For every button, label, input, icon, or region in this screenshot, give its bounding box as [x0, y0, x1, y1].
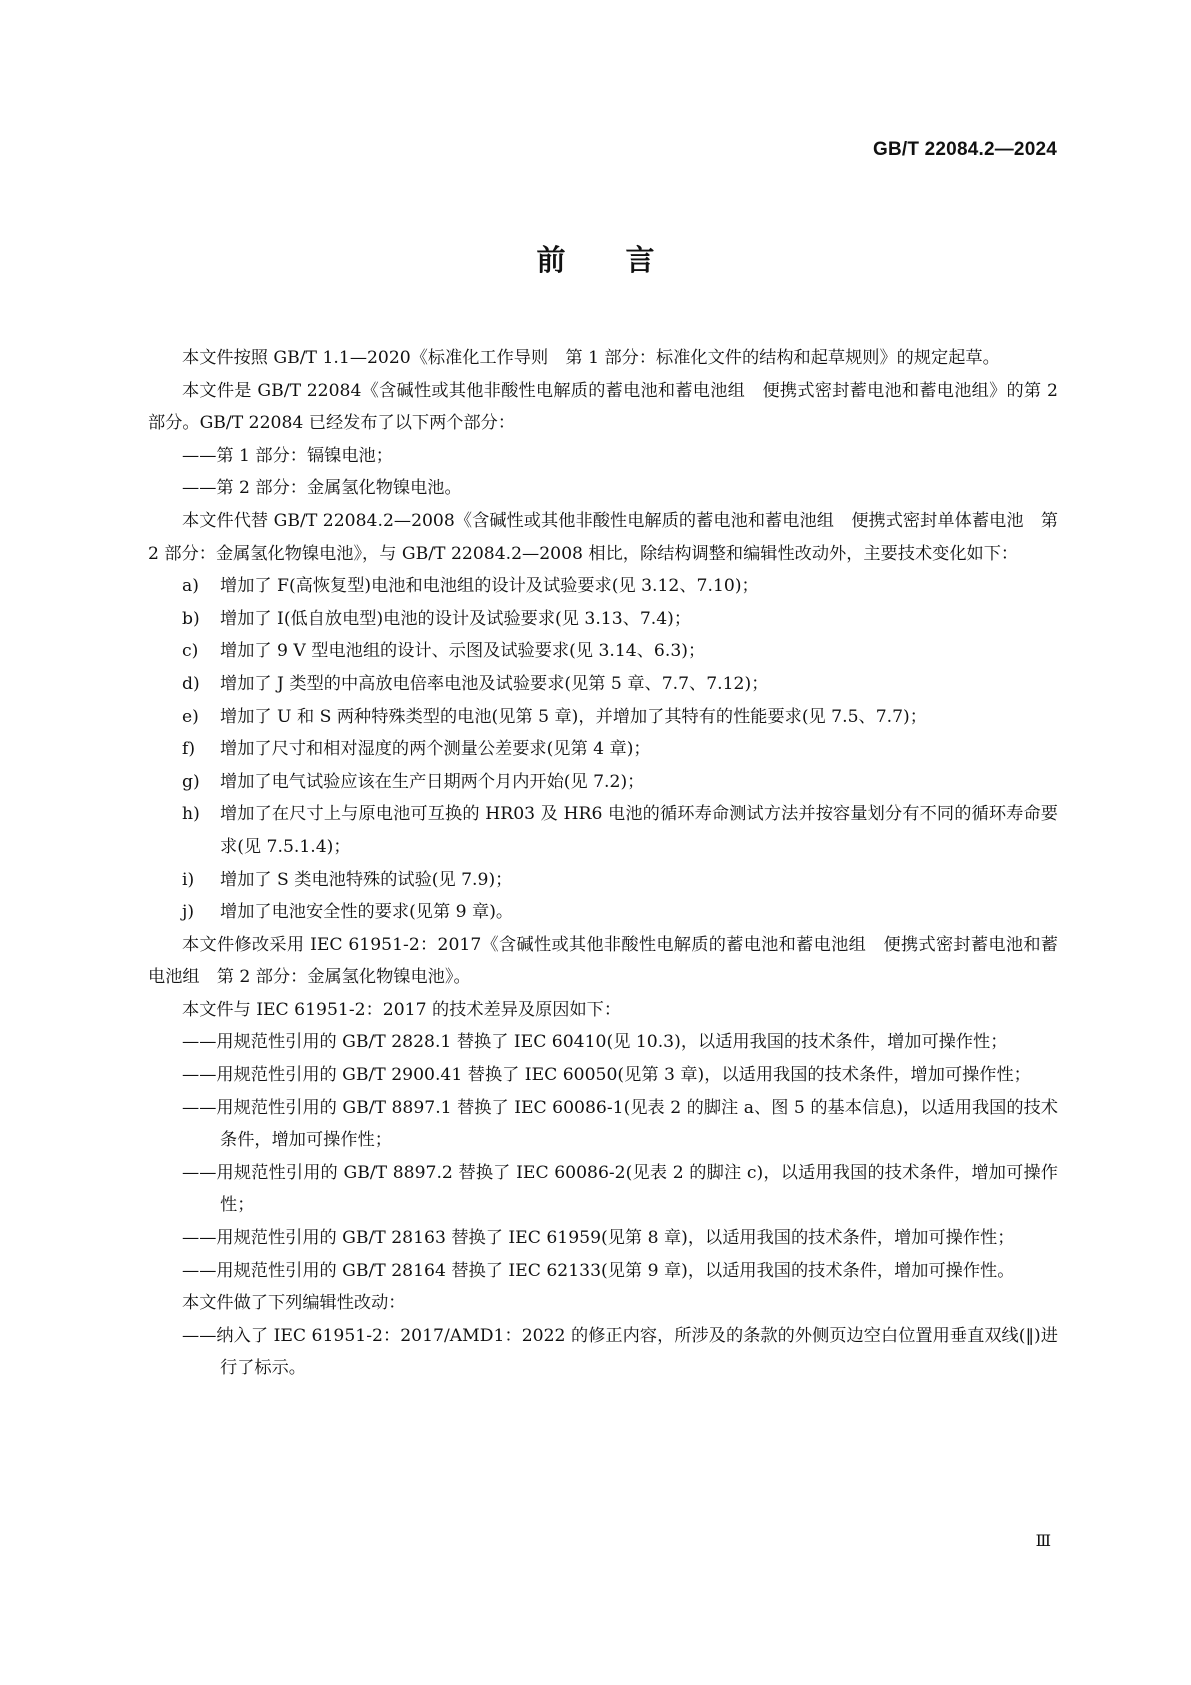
list-item-label: a) — [182, 576, 199, 597]
list-item-change — [148, 733, 1058, 766]
paragraph-replacement: 本文件代替 GB/T 22084.2—2008《含碱性或其他非酸性电解质的蓄电池和蓄电池组 便携式密封单体蓄电池 第 2 部分：金属氢化物镍电池》，与 GB/T 22084.2—2008 相比，除结构调整和编辑性改动外，主要技术变化如下： — [148, 510, 1058, 564]
list-item-text: 增加了 J 类型的中高放电倍率电池及试验要求(见第 5 章、7.7、7.12)； — [220, 673, 769, 694]
list-item-change — [148, 570, 1058, 603]
page-title: 前言 — [536, 243, 715, 277]
paragraph-editorial-intro: 本文件做了下列编辑性改动： — [182, 1293, 406, 1314]
list-item-change — [148, 798, 1058, 863]
list-item-label: g) — [182, 771, 200, 792]
list-item-part: ——第 2 部分：金属氢化物镍电池。 — [182, 478, 462, 499]
list-item-text: 增加了尺寸和相对湿度的两个测量公差要求(见第 4 章)； — [220, 739, 651, 760]
list-item-label: c) — [182, 641, 199, 662]
list-item-label: e) — [182, 706, 199, 727]
list-item-label: f) — [182, 739, 196, 760]
list-item-difference: ——用规范性引用的 GB/T 8897.2 替换了 IEC 60086-2(见表 2 的脚注 c)，以适用我国的技术条件，增加可操作性； — [182, 1162, 1058, 1216]
standard-number: GB/T 22084.2—2024 — [872, 139, 1057, 160]
list-item-text: 增加了 F(高恢复型)电池和电池组的设计及试验要求(见 3.12、7.10)； — [220, 576, 759, 597]
list-item-text: 增加了在尺寸上与原电池可互换的 HR03 及 HR6 电池的循环寿命测试方法并按容量划分有不同的循环寿命要求(见 7.5.1.4)； — [220, 804, 1058, 857]
list-item-difference: ——用规范性引用的 GB/T 28163 替换了 IEC 61959(见第 8 章)，以适用我国的技术条件，增加可操作性； — [182, 1228, 1015, 1249]
list-item-label: d) — [182, 673, 200, 694]
list-item-editorial: ——纳入了 IEC 61951-2：2017/AMD1：2022 的修正内容，所涉及的条款的外侧页边空白位置用垂直双线(‖)进行了标示。 — [182, 1325, 1058, 1379]
paragraph-adoption: 本文件修改采用 IEC 61951-2：2017《含碱性或其他非酸性电解质的蓄电池和蓄电池组 便携式密封蓄电池和蓄电池组 第 2 部分：金属氢化物镍电池》。 — [148, 934, 1058, 988]
list-item-difference: ——用规范性引用的 GB/T 28164 替换了 IEC 62133(见第 9 章)，以适用我国的技术条件，增加可操作性。 — [182, 1260, 1015, 1281]
list-item-text: 增加了电池安全性的要求(见第 9 章)。 — [220, 902, 514, 923]
list-item-text: 增加了 U 和 S 两种特殊类型的电池(见第 5 章)，并增加了其特有的性能要求(见 7.5、7.7)； — [220, 706, 927, 727]
document-body — [148, 342, 1058, 1385]
list-item-difference: ——用规范性引用的 GB/T 2828.1 替换了 IEC 60410(见 10.3)，以适用我国的技术条件，增加可操作性； — [182, 1032, 1008, 1053]
list-item-text: 增加了 I(低自放电型)电池的设计及试验要求(见 3.13、7.4)； — [220, 608, 692, 629]
list-item-label: i) — [182, 869, 195, 890]
list-item-difference: ——用规范性引用的 GB/T 8897.1 替换了 IEC 60086-1(见表 2 的脚注 a、图 5 的基本信息)，以适用我国的技术条件，增加可操作性； — [182, 1097, 1058, 1151]
list-item-label: h) — [182, 804, 200, 825]
page-number: Ⅲ — [1035, 1531, 1051, 1550]
paragraph-differences-intro: 本文件与 IEC 61951-2：2017 的技术差异及原因如下： — [182, 999, 622, 1020]
paragraph-drafting-basis: 本文件按照 GB/T 1.1—2020《标准化工作导则 第 1 部分：标准化文件的结构和起草规则》的规定起草。 — [182, 348, 1000, 368]
list-item-text: 增加了电气试验应该在生产日期两个月内开始(见 7.2)； — [220, 771, 645, 792]
list-item-text: 增加了 S 类电池特殊的试验(见 7.9)； — [220, 869, 513, 890]
list-item-change — [148, 766, 1058, 799]
list-item-change — [148, 896, 1058, 929]
list-item-difference: ——用规范性引用的 GB/T 2900.41 替换了 IEC 60050(见第 3 章)，以适用我国的技术条件，增加可操作性； — [182, 1065, 1031, 1086]
list-item-label: j) — [182, 902, 195, 923]
list-item-change — [148, 603, 1058, 636]
list-item-label: b) — [182, 608, 200, 629]
list-item-change — [148, 701, 1058, 734]
paragraph-series-relation: 本文件是 GB/T 22084《含碱性或其他非酸性电解质的蓄电池和蓄电池组 便携式密封蓄电池和蓄电池组》的第 2 部分。GB/T 22084 已经发布了以下两个部分： — [148, 380, 1058, 434]
list-item-text: 增加了 9 V 型电池组的设计、示图及试验要求(见 3.14、6.3)； — [220, 641, 706, 662]
list-item-change — [148, 668, 1058, 701]
list-item-part: ——第 1 部分：镉镍电池； — [182, 445, 393, 466]
list-item-change — [148, 864, 1058, 897]
list-item-change — [148, 635, 1058, 668]
